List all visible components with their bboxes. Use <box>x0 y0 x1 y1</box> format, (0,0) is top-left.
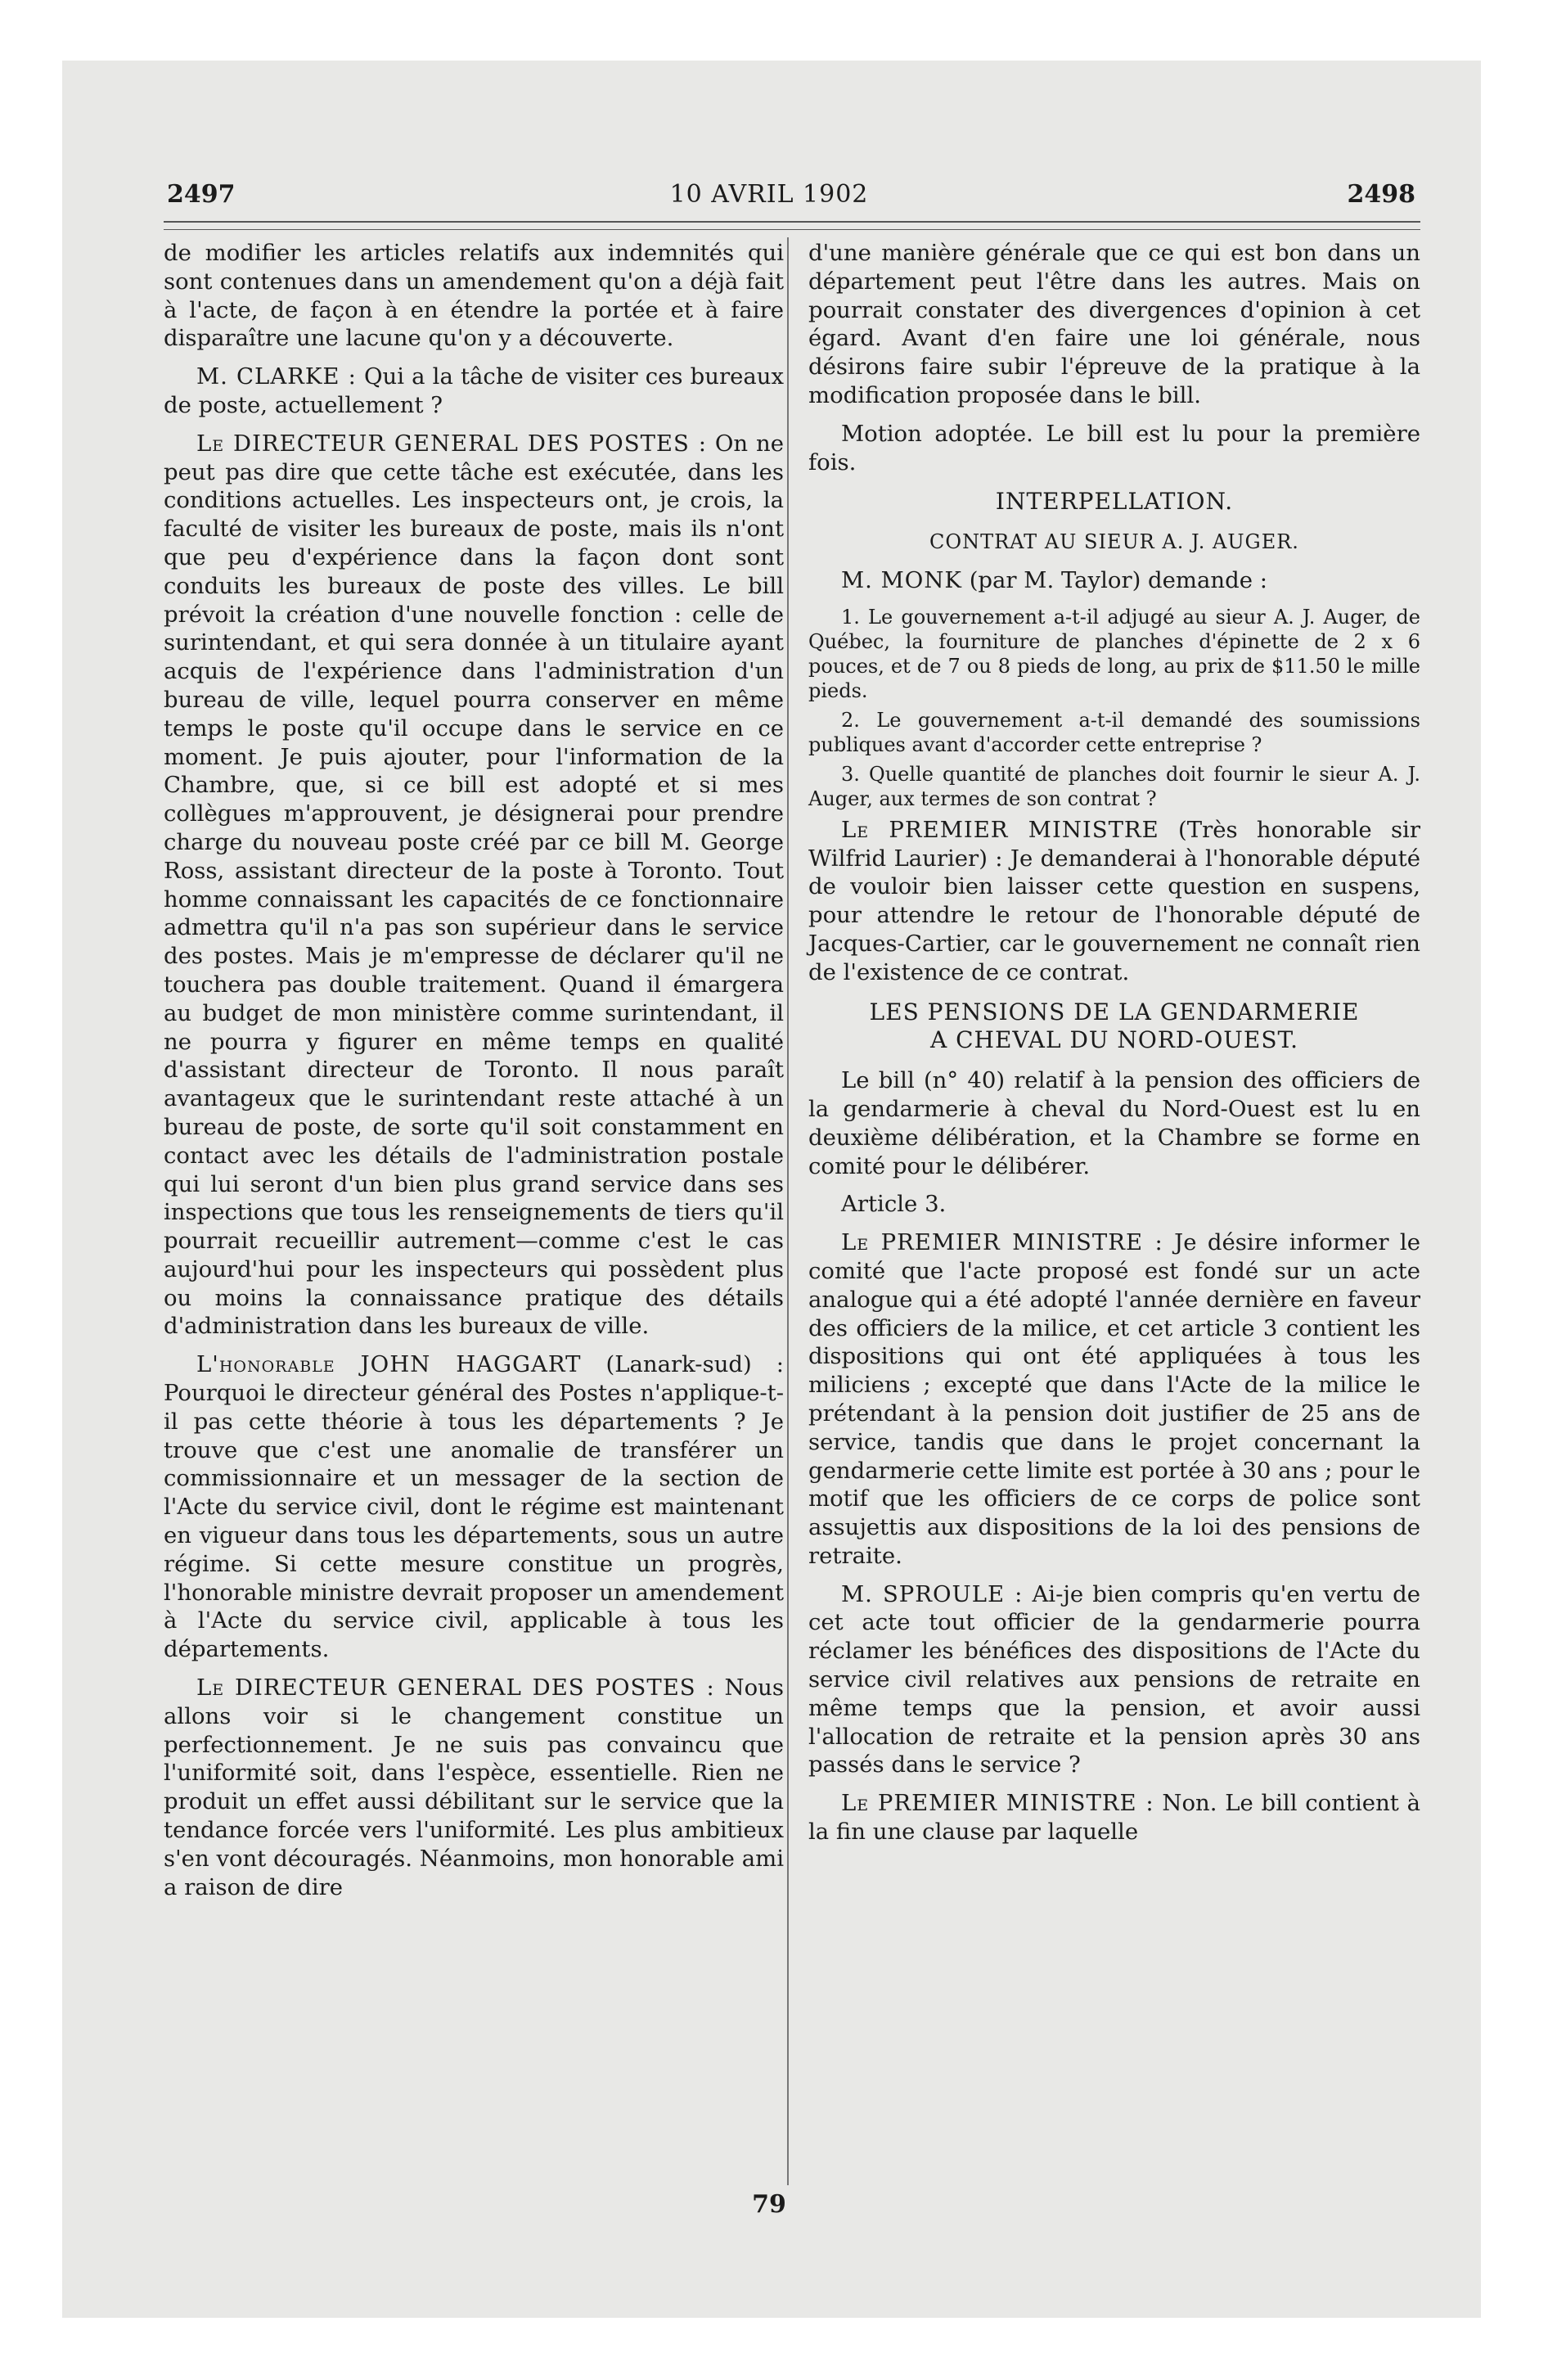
question-list <box>808 605 1420 811</box>
heading-line: LES PENSIONS DE LA GENDARMERIE <box>869 998 1360 1025</box>
speaker: M. SPROULE : <box>841 1580 1024 1607</box>
speech: (par M. Taylor) demande : <box>961 566 1268 593</box>
left-page-number: 2497 <box>167 180 236 209</box>
left-column <box>164 239 784 1911</box>
speaker: M. CLARKE : <box>196 363 357 390</box>
footer-page-number: 79 <box>752 2190 786 2219</box>
speaker: Le PREMIER MINISTRE : <box>841 1229 1163 1256</box>
speech: Ai-je bien compris qu'en vertu de cet acte tout officier de la gendarmerie pourra réclamer les bénéfices des dispositions de l'Acte du service civil relatives aux pensions de retraite en même temps que la pension, et avoir aussi l'allocation de retraite et la pension après 30 ans passés dans le service ? <box>808 1580 1420 1778</box>
speaker: Le PREMIER MINISTRE : <box>841 1790 1154 1817</box>
speaker: Le DIRECTEUR GENERAL DES POSTES : <box>196 430 707 457</box>
question-item: 3. Quelle quantité de planches doit fournir le sieur A. J. Auger, aux termes de son contrat ? <box>808 762 1420 810</box>
speech: Nous allons voir si le changement constitue un perfectionnement. Je ne suis pas convaincu que l'uniformité soit, dans l'espèce, essentielle. Rien ne produit un effet aussi débilitant sur le service que la tendance forcée vers l'uniformité. Les plus ambitieux s'en vont découragés. Néanmoins, mon honorable ami a raison de dire <box>164 1675 784 1900</box>
section-subheading: CONTRAT AU SIEUR A. J. AUGER. <box>929 530 1299 554</box>
speech: (Lanark-sud) : Pourquoi le directeur général des Postes n'applique-t-il pas cette théorie à tous les départements ? Je trouve que c'est une anomalie de transférer un commissionnaire et un messager de la section de l'Acte du service civil, dont le régime est maintenant en vigueur dans tous les départements, sous un autre régime. Si cette mesure constitue un progrès, l'honorable ministre devrait proposer un amendement à l'Acte du service civil, applicable à tous les départements. <box>164 1351 784 1663</box>
paragraph <box>164 430 784 1341</box>
paragraph: Motion adoptée. Le bill est lu pour la première fois. <box>808 420 1420 476</box>
speaker: Le PREMIER MINISTRE <box>841 816 1159 843</box>
header-rule-top <box>164 221 1420 223</box>
right-column <box>808 239 1420 1856</box>
speaker: Le DIRECTEUR GENERAL DES POSTES : <box>196 1675 715 1702</box>
speaker: L'honorable JOHN HAGGART <box>196 1351 582 1378</box>
speech: Je désire informer le comité que l'acte proposé est fondé sur un acte analogue qui a été adopté l'année dernière en faveur des officiers de la milice, et cet article 3 contient les dispositions qui ont été appliquées à tous les miliciens ; excepté que dans l'Acte de la milice le prétendant à la pension doit justifier de 25 ans de service, tandis que dans le projet concernant la gendarmerie cette limite est portée à 30 ans ; pour le motif que les officiers de ce corps de police sont assujettis aux dispositions de la loi des pensions de retraite. <box>808 1229 1420 1569</box>
right-page-number: 2498 <box>1347 180 1415 209</box>
paragraph <box>808 1228 1420 1571</box>
paragraph <box>808 566 1420 595</box>
section-heading: INTERPELLATION. <box>995 488 1234 516</box>
page-date: 10 AVRIL 1902 <box>669 180 869 209</box>
section-heading <box>808 998 1420 1056</box>
speech: Non. Le bill contient à la fin une clause par laquelle <box>808 1790 1420 1846</box>
article-label: Article 3. <box>841 1191 947 1218</box>
paragraph: Le bill (n° 40) relatif à la pension des officiers de la gendarmerie à cheval du Nord-Ouest est lu en deuxième délibération, et la Chambre se forme en comité pour le délibérer. <box>808 1067 1420 1179</box>
question-item: 1. Le gouvernement a-t-il adjugé au sieur A. J. Auger, de Québec, la fourniture de planches d'épinette de 2 x 6 pouces, et de 7 ou 8 pieds de long, au prix de $11.50 le mille pieds. <box>808 605 1420 702</box>
paragraph <box>808 1789 1420 1846</box>
paragraph <box>164 1350 784 1664</box>
paragraph <box>808 1580 1420 1780</box>
paragraph: de modifier les articles relatifs aux indemnités qui sont contenues dans un amendement qu'on a déjà fait à l'acte, de façon à en étendre la portée et à faire disparaître une lacune qu'on y a découverte. <box>164 240 784 352</box>
column-divider <box>787 237 789 2185</box>
speech: On ne peut pas dire que cette tâche est exécutée, dans les conditions actuelles. Les inspecteurs ont, je crois, la faculté de visiter les bureaux de poste, mais ils n'ont que peu d'expérience dans la façon dont sont conduits les bureaux de poste des villes. Le bill prévoit la création d'une nouvelle fonction : celle de surintendant, et qui sera donnée à un titulaire ayant acquis de l'expérience dans l'administration d'un bureau de ville, lequel pourra conserver en même temps le poste qu'il occupe dans le service en ce moment. Je puis ajouter, pour l'information de la Chambre, que, si ce bill est adopté et si mes collègues m'approuvent, je désignerai pour prendre charge du nouveau poste créé par ce bill M. George Ross, assistant directeur de la poste à Toronto. Tout homme connaissant les capacités de ce fonctionnaire admettra qu'il n'a pas son supérieur dans le service des postes. Mais je m'empresse de déclarer qu'il ne touchera pas double traitement. Quand il émargera au budget de mon ministère comme surintendant, il ne pourra y figurer en même temps en qualité d'assistant directeur de Toronto. Il nous paraît avantageux que le surintendant reste attaché à un bureau de poste, de sorte qu'il soit constamment en contact avec les détails de l'administration postale qui lui seront d'un bien plus grand service dans ses inspections que tous les renseignements de tiers qu'il pourrait recueillir autrement—comme c'est le cas aujourd'hui pour les inspecteurs qui possèdent plus ou moins la connaissance pratique des détails d'administration dans les bureaux de ville. <box>164 430 784 1340</box>
speaker: M. MONK <box>841 566 962 593</box>
speech: Qui a la tâche de visiter ces bureaux de poste, actuellement ? <box>164 363 784 418</box>
question-item: 2. Le gouvernement a-t-il demandé des soumissions publiques avant d'accorder cette entreprise ? <box>808 708 1420 756</box>
paragraph <box>164 363 784 420</box>
paragraph: d'une manière générale que ce qui est bon dans un département peut l'être dans les autres. Mais on pourrait constater des divergences d'opinion à cet égard. Avant d'en faire une loi générale, nous désirons faire subir l'épreuve de la pratique à la modification proposée dans le bill. <box>808 240 1420 408</box>
header-rule-bottom <box>164 229 1420 230</box>
paragraph <box>808 816 1420 987</box>
speech: (Très honorable sir Wilfrid Laurier) : Je demanderai à l'honorable député de vouloir bien laisser cette question en suspens, pour attendre le retour de l'honorable député de Jacques-Cartier, car le gouvernement ne connaît rien de l'existence de ce contrat. <box>808 816 1420 985</box>
heading-line: A CHEVAL DU NORD-OUEST. <box>930 1026 1298 1054</box>
paragraph <box>164 1674 784 1901</box>
